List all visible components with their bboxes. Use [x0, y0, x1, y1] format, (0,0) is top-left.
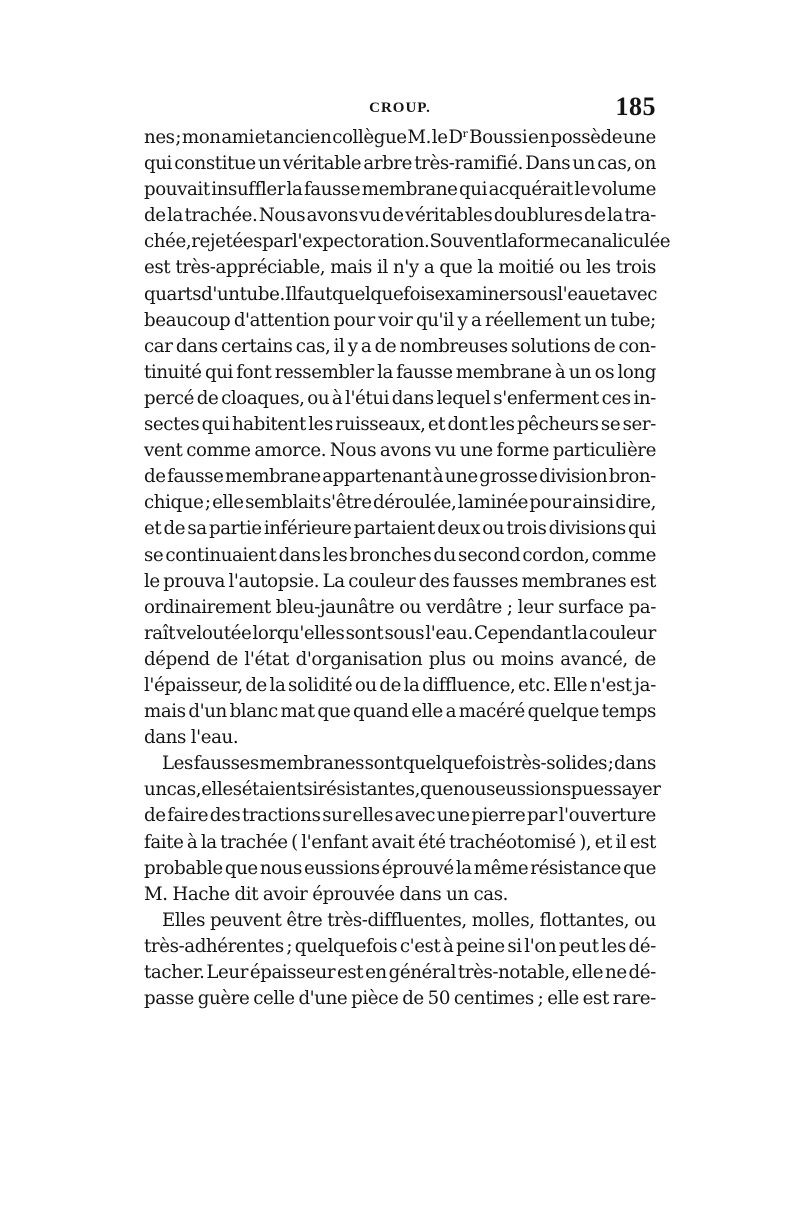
- text-line: l'épaisseur, de la solidité ou de la diffluence, etc. Elle n'est ja-: [144, 674, 656, 696]
- text-line: très-adhérentes ; quelquefois c'est à peine si l'on peut les dé-: [144, 935, 656, 957]
- text-line: chée, rejetées par l'expectoration. Souvent la forme canaliculée: [144, 231, 671, 253]
- body-text: [144, 125, 671, 1012]
- text-line: Les fausses membranes sont quelquefois très-solides ; dans: [162, 753, 656, 775]
- text-line: percé de cloaques, ou à l'étui dans lequel s'enferment ces in-: [144, 387, 656, 409]
- text-line: dans l'eau.: [144, 727, 239, 749]
- text-line: M. Hache dit avoir éprouvée dans un cas.: [144, 883, 509, 905]
- text-line: mais d'un blanc mat que quand elle a macéré quelque temps: [144, 701, 656, 723]
- text-line: le prouva l'autopsie. La couleur des fausses membranes est: [144, 570, 656, 592]
- text-line: et de sa partie inférieure partaient deux ou trois divisions qui: [144, 518, 656, 540]
- text-line: vent comme amorce. Nous avons vu une forme particulière: [144, 440, 656, 462]
- text-line: tinuité qui font ressembler la fausse membrane à un os long: [144, 361, 656, 383]
- text-line: tacher. Leur épaisseur est en général très-notable, elle ne dé-: [144, 962, 656, 983]
- text-line: un cas, elles étaient si résistantes, que nous eussions pu essayer: [144, 779, 661, 801]
- text-line: ordinairement bleu-jaunâtre ou verdâtre ; leur surface pa-: [144, 596, 656, 618]
- text-line: de fausse membrane appartenant à une grosse division bron-: [144, 466, 656, 488]
- text-line: probable que nous eussions éprouvé la même résistance que: [144, 857, 656, 879]
- text-line: quarts d'un tube. Il faut quelquefois examiner sous l'eau et avec: [144, 283, 658, 305]
- text-line: nes ; mon ami et ancien collègue M. le Dʳ Boussi en possède une: [144, 127, 656, 148]
- running-title: CROUP.: [369, 100, 431, 116]
- page-header: [144, 92, 656, 128]
- text-line: de faire des tractions sur elles avec une pierre par l'ouverture: [144, 805, 656, 827]
- text-line: raît veloutée lorqu'elles sont sous l'eau. Cependant la couleur: [144, 622, 656, 644]
- text-line: faite à la trachée ( l'enfant avait été trachéotomisé ), et il est: [144, 831, 656, 853]
- text-line: de la trachée. Nous avons vu de véritables doublures de la tra-: [144, 205, 656, 227]
- text-line: pouvait insuffler la fausse membrane qui acquérait le volume: [144, 179, 656, 201]
- text-line: se continuaient dans les bronches du second cordon, comme: [144, 544, 656, 566]
- text-line: est très-appréciable, mais il n'y a que la moitié ou les trois: [144, 257, 656, 279]
- text-line: Elles peuvent être très-diffluentes, molles, flottantes, ou: [162, 909, 656, 931]
- text-line: qui constitue un véritable arbre très-ramifié. Dans un cas, on: [144, 153, 656, 175]
- text-line: chique ; elle semblait s'être déroulée, laminée pour ainsi dire,: [144, 492, 656, 514]
- page-number: 185: [615, 92, 656, 121]
- text-line: passe guère celle d'une pièce de 50 centimes ; elle est rare-: [144, 988, 656, 1010]
- text-line: sectes qui habitent les ruisseaux, et dont les pêcheurs se ser-: [144, 414, 656, 436]
- text-line: beaucoup d'attention pour voir qu'il y a réellement un tube;: [144, 309, 656, 331]
- text-line: car dans certains cas, il y a de nombreuses solutions de con-: [144, 335, 656, 357]
- text-line: dépend de l'état d'organisation plus ou moins avancé, de: [144, 648, 656, 670]
